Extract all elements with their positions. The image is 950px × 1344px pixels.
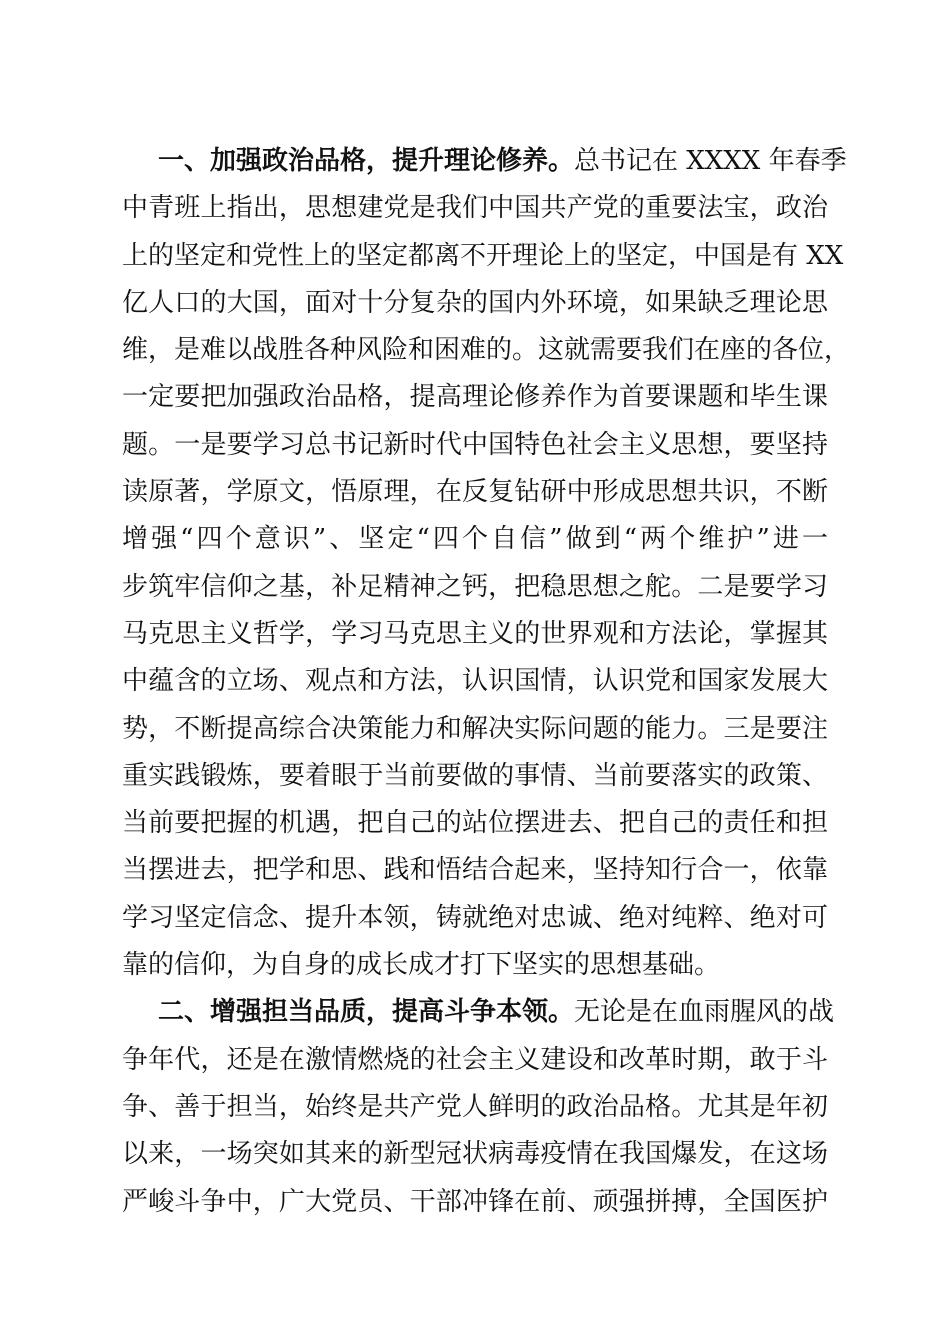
paragraph-2-line-4: 以来，一场突如其来的新型冠状病毒疫情在我国爆发，在这场	[122, 1139, 828, 1170]
paragraph-1-line-5: 维，是难以战胜各种风险和困难的。这就需要我们在座的各位，	[122, 335, 851, 366]
paragraph-2-line-2: 争年代，还是在激情燃烧的社会主义建设和改革时期，敢于斗	[122, 1044, 828, 1075]
paragraph-1-line-13: 势，不断提高综合决策能力和解决实际问题的能力。三是要注	[122, 713, 828, 744]
paragraph-1-line-9: 增强“四个意识”、坚定“四个自信”做到“两个维护”进一	[122, 524, 828, 555]
paragraph-1-line-16: 当摆进去，把学和思、践和悟结合起来，坚持知行合一，依靠	[122, 855, 828, 886]
paragraph-2-text: 无论是在血雨腥风的战	[574, 997, 835, 1028]
paragraph-1-text: 总书记在 XXXX 年春季	[574, 146, 847, 176]
paragraph-1-line-14: 重实践锻炼，要着眼于当前要做的事情、当前要落实的政策、	[122, 760, 828, 791]
paragraph-1-line-8: 读原著，学原文，悟原理，在反复钻研中形成思想共识，不断	[122, 477, 828, 508]
paragraph-2-line-3: 争、善于担当，始终是共产党人鲜明的政治品格。尤其是年初	[122, 1091, 828, 1122]
paragraph-1-line-10: 步筑牢信仰之基，补足精神之钙，把稳思想之舵。二是要学习	[122, 571, 828, 602]
paragraph-1-line-12: 中蕴含的立场、观点和方法，认识国情，认识党和国家发展大	[122, 666, 828, 697]
document-body	[122, 138, 851, 1226]
paragraph-1-line-4: 亿人口的大国，面对十分复杂的国内外环境，如果缺乏理论思	[122, 287, 828, 318]
paragraph-1-line-15: 当前要把握的机遇，把自己的站位摆进去、把自己的责任和担	[122, 808, 828, 839]
paragraph-1-line-2: 中青班上指出，思想建党是我们中国共产党的重要法宝，政治	[122, 193, 828, 224]
paragraph-1-line-3: 上的坚定和党性上的坚定都离不开理论上的坚定，中国是有 XX	[122, 240, 844, 271]
paragraph-1-line-18: 靠的信仰，为自身的成长成才打下坚实的思想基础。	[122, 950, 721, 981]
paragraph-1-line-11: 马克思主义哲学，学习马克思主义的世界观和方法论，掌握其	[122, 618, 828, 649]
paragraph-1-line-7: 题。一是要学习总书记新时代中国特色社会主义思想，要坚持	[122, 429, 828, 460]
paragraph-2-line-5: 严峻斗争中，广大党员、干部冲锋在前、顽强拼搏，全国医护	[122, 1186, 828, 1217]
paragraph-2-heading: 二、增强担当品质，提高斗争本领。	[158, 997, 575, 1028]
paragraph-1-line-6: 一定要把加强政治品格，提高理论修养作为首要课题和毕生课	[122, 382, 828, 413]
paragraph-1-line-17: 学习坚定信念、提升本领，铸就绝对忠诚、绝对纯粹、绝对可	[122, 902, 828, 933]
paragraph-1-heading: 一、加强政治品格，提升理论修养。	[158, 146, 575, 176]
paragraph-1-line-1	[122, 138, 847, 185]
paragraph-2-line-1	[122, 989, 835, 1036]
